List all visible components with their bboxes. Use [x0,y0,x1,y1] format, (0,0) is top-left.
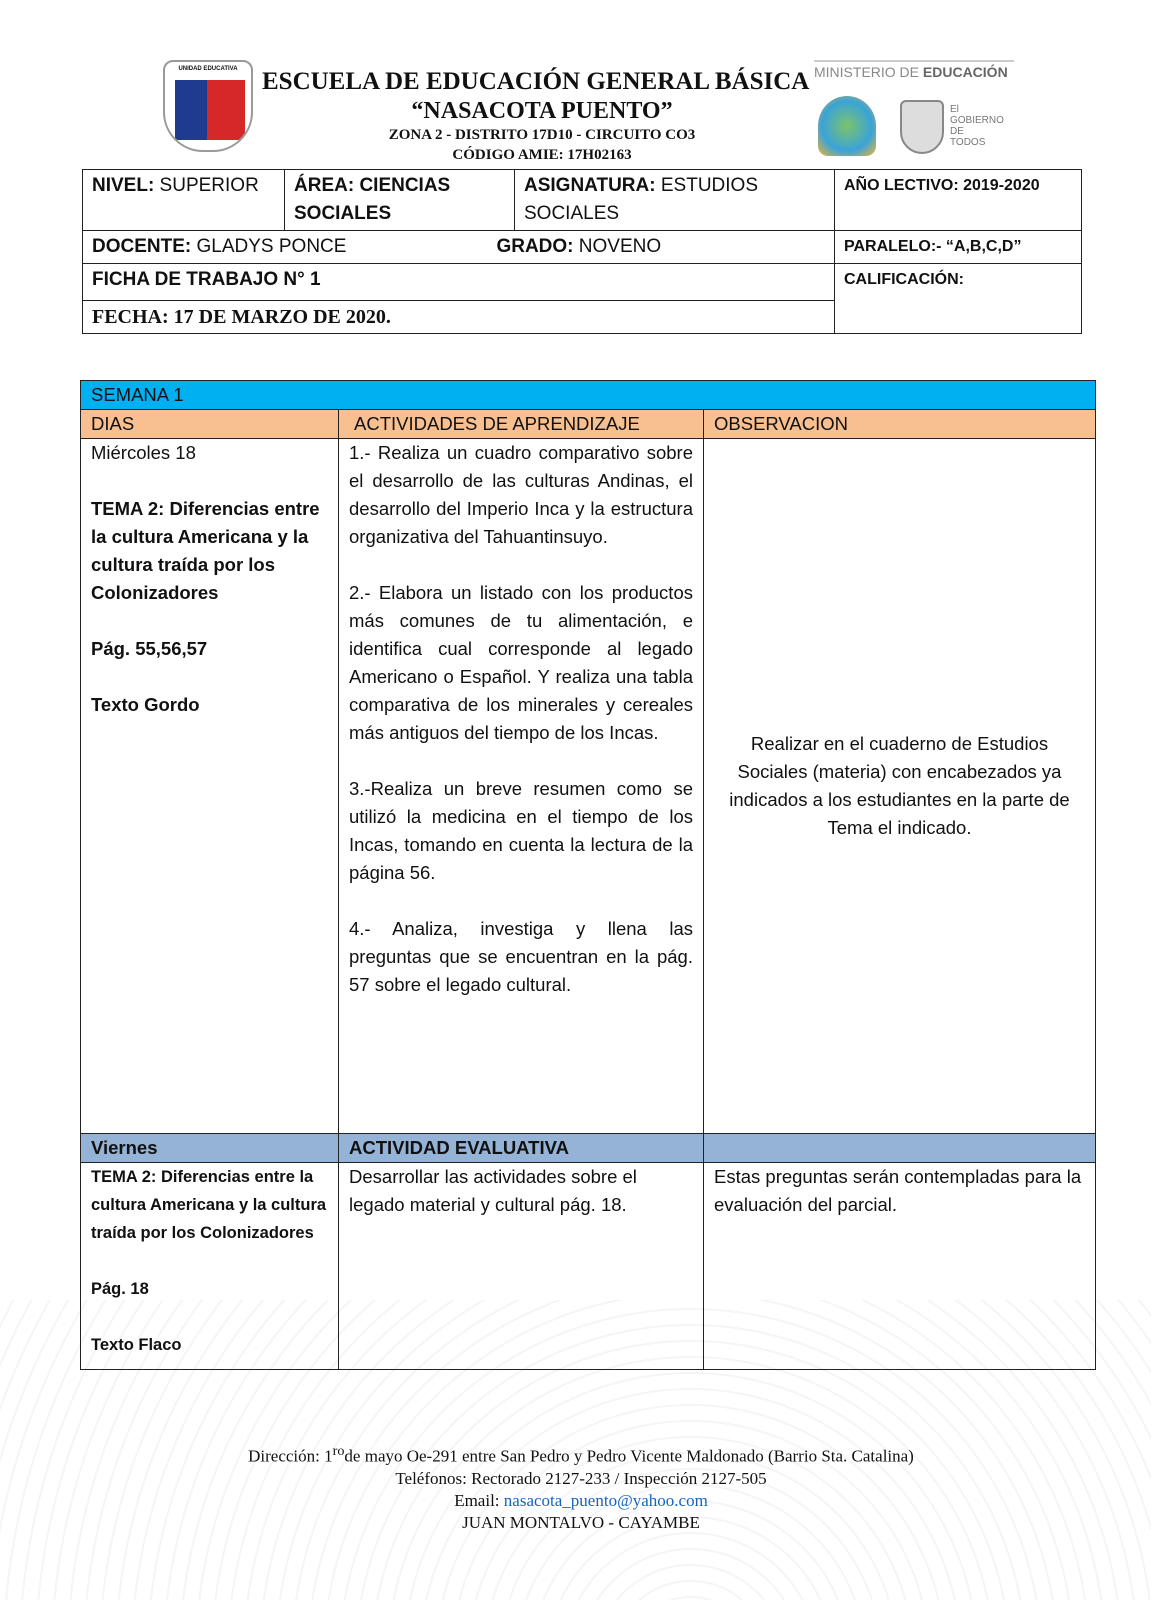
ficha-cell: FICHA DE TRABAJO N° 1 [83,264,835,301]
anio-cell: AÑO LECTIVO: 2019-2020 [835,170,1082,231]
activity-2: 2.- Elabora un listado con los productos más comunes de tu alimentación, e identifica cual corresponde al legado Americano o Español. Y realiza una tabla comparativa de los minerales y cereales más antiguos del tiempo de los Incas. [349,582,693,743]
school-amie: CÓDIGO AMIE: 17H02163 [452,147,632,163]
col-dias: DIAS [81,410,339,439]
paralelo-cell: PARALELO:- “A,B,C,D” [835,231,1082,264]
school-name: “NASACOTA PUENTO” [411,98,673,124]
activity-1: 1.- Realiza un cuadro comparativo sobre el desarrollo de las culturas Andinas, el desarrollo del Imperio Inca y la estructura organizativa del Tahuantinsuyo. [349,442,693,547]
logo-text: UNIDAD EDUCATIVA [178,66,238,72]
tema-label: TEMA 2: Diferencias entre la cultura Americana y la cultura traída por los Colonizadores [91,498,320,603]
observation-cell: Realizar en el cuaderno de Estudios Sociales (materia) con encabezados ya indicados a los estudiantes en la parte de Tema el indicado. [704,439,1096,1134]
toda-una-vida-logo [818,96,876,156]
school-logo [163,60,253,152]
ministry-text: MINISTERIO DE [814,64,923,80]
eval-empty [704,1134,1096,1163]
nivel-cell: NIVEL: SUPERIOR [83,170,285,231]
textbook-label-2: Texto Flaco [91,1336,182,1354]
day2-cell [81,1163,339,1370]
day2-label: Viernes [81,1134,339,1163]
footer-address: Dirección: $1^{ro}de$ mayo Oe-291 entre San Pedro y Pedro Vicente Maldonado (Barrio Sta. Catalina) [248,1443,914,1466]
activities-table [80,380,1096,1370]
area-cell: ÁREA: CIENCIAS SOCIALES [285,170,515,231]
semana-header: SEMANA 1 [81,381,1096,410]
day-cell [81,439,339,1134]
tema2-label: TEMA 2: Diferencias entre la cultura Americana y la cultura traída por los Colonizadores [91,1168,327,1242]
page-ref-2: Pág. 18 [91,1280,149,1298]
page-ref: Pág. 55,56,57 [91,638,208,659]
footer-email: Email: nasacota_puento@yahoo.com [454,1490,708,1510]
ministry-logo [814,60,1014,80]
textbook-label: Texto Gordo [91,694,200,715]
activity-4: 4.- Analiza, investiga y llena las preguntas que se encuentran en la pág. 57 sobre el legado cultural. [349,918,693,995]
col-observacion: OBSERVACION [704,410,1096,439]
footer [100,1440,1062,1534]
school-zone: ZONA 2 - DISTRITO 17D10 - CIRCUITO CO3 [388,127,696,143]
ecuador-shield-icon [900,100,944,154]
school-line1: ESCUELA DE EDUCACIÓN GENERAL BÁSICA [262,68,810,95]
footer-phones: Teléfonos: Rectorado 2127-233 / Inspección 2127-505 [395,1468,767,1488]
email-link[interactable]: nasacota_puento@yahoo.com [503,1490,708,1510]
ministry-text-bold: EDUCACIÓN [922,64,1008,80]
eval-activity: Desarrollar las actividades sobre el legado material y cultural pág. 18. [339,1163,704,1370]
info-table [82,169,1082,334]
eval-observation: Estas preguntas serán contempladas para la evaluación del parcial. [704,1163,1096,1370]
footer-city: JUAN MONTALVO - CAYAMBE [462,1512,700,1532]
activity-3: 3.-Realiza un breve resumen como se utilizó la medicina en el tiempo de los Incas, tomando en cuenta la lectura de la página 56. [349,778,693,883]
docente-cell: DOCENTE: GLADYS PONCE GRADO: NOVENO [83,231,835,264]
asignatura-cell: ASIGNATURA: ESTUDIOS SOCIALES [515,170,835,231]
col-actividades: ACTIVIDADES DE APRENDIZAJE [339,410,704,439]
gobierno-logo-text: El GOBIERNO DE TODOS [950,104,1004,148]
eval-header: ACTIVIDAD EVALUATIVA [339,1134,704,1163]
calificacion-cell: CALIFICACIÓN: [835,264,1082,334]
fecha-cell: FECHA: 17 DE MARZO DE 2020. [83,301,835,334]
day-label: Miércoles 18 [91,442,196,463]
activities-cell [339,439,704,1134]
